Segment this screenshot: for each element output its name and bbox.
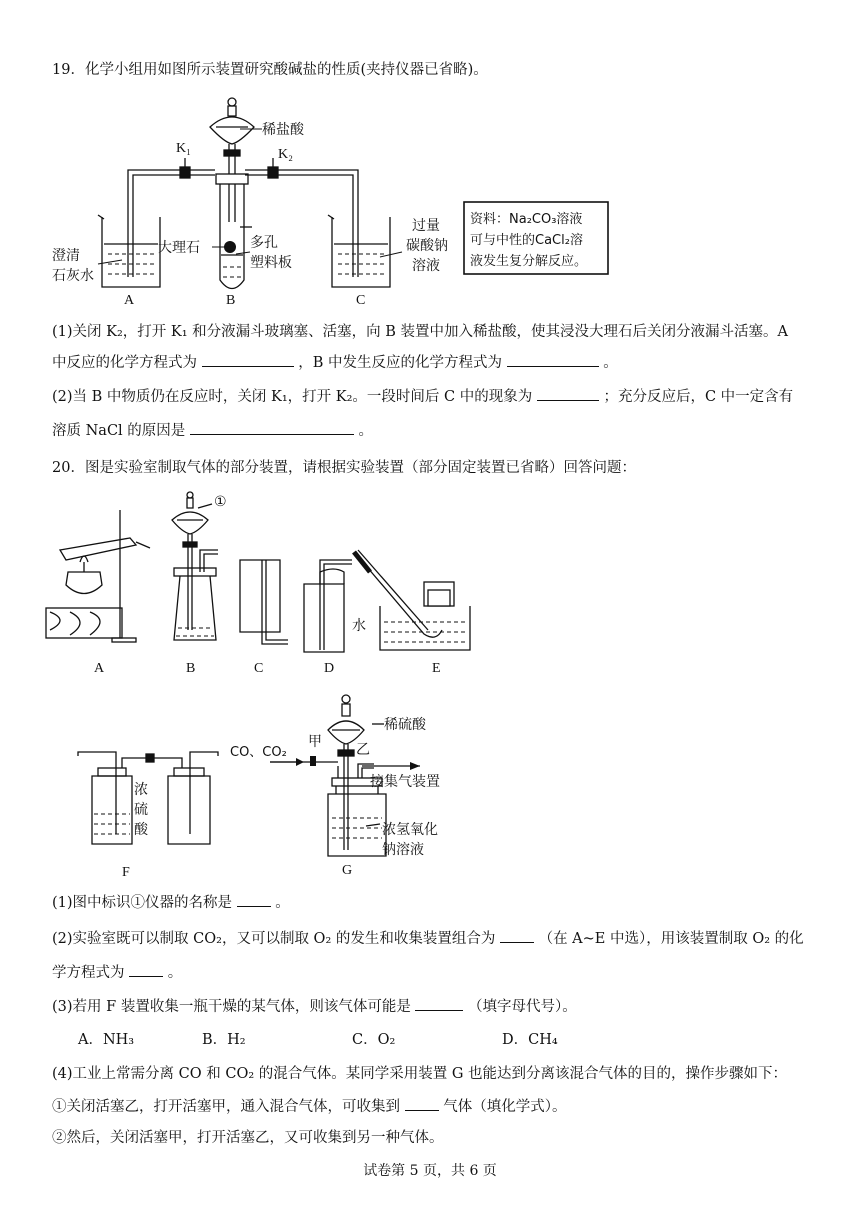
q20-option-a[interactable]: A．NH₃ bbox=[78, 1032, 135, 1048]
note-line-3: 液发生复分解反应。 bbox=[470, 254, 588, 269]
label-duokong-2: 塑料板 bbox=[250, 255, 292, 271]
label-chengqing-1: 澄清 bbox=[52, 248, 80, 264]
q20-part1 bbox=[52, 892, 290, 913]
note-line-1: 资料：Na₂CO₃溶液 bbox=[470, 212, 583, 227]
q19-blank-4[interactable] bbox=[190, 420, 354, 435]
label-k2: K₂ bbox=[278, 147, 293, 162]
q20-part1-end: 。 bbox=[275, 895, 290, 911]
q20-part2-text-a: (2)实验室既可以制取 CO₂，又可以制取 O₂ 的发生和收集装置组合为 bbox=[52, 931, 496, 947]
label-naoh-2: 钠溶液 bbox=[382, 842, 424, 858]
q20-blank-1[interactable] bbox=[237, 892, 271, 907]
label-guoliang-1: 过量 bbox=[412, 218, 440, 234]
q19-figure bbox=[40, 92, 630, 312]
label-shui: 水 bbox=[352, 618, 366, 634]
label-naoh-1: 浓氢氧化 bbox=[382, 822, 438, 838]
label-circle-1: ① bbox=[214, 494, 227, 510]
label-device-f: F bbox=[122, 865, 130, 880]
label-gas-in: CO、CO₂ bbox=[230, 745, 287, 760]
q20-part4-step2: ②然后，关闭活塞甲，打开活塞乙，又可收集到另一种气体。 bbox=[52, 1130, 444, 1146]
label-apparatus-a: A bbox=[124, 293, 135, 308]
q20-part2-line2 bbox=[52, 962, 182, 983]
label-jieji: 接集气装置 bbox=[370, 774, 440, 790]
q20-blank-2[interactable] bbox=[500, 928, 534, 943]
q19-part1-line2 bbox=[52, 352, 618, 373]
q19-part2-text-b: ；充分反应后，C 中一定含有 bbox=[603, 389, 794, 405]
label-guoliang-3: 溶液 bbox=[412, 258, 440, 274]
label-device-e: E bbox=[432, 661, 441, 676]
label-apparatus-c: C bbox=[356, 293, 366, 308]
label-k1: K₁ bbox=[176, 141, 191, 156]
label-suan: 酸 bbox=[134, 822, 148, 838]
q19-part1-line1: (1)关闭 K₂，打开 K₁ 和分液漏斗玻璃塞、活塞，向 B 装置中加入稀盐酸，使其浸没大理石后关闭分液漏斗活塞。A bbox=[52, 324, 788, 340]
q19-blank-3[interactable] bbox=[537, 386, 599, 401]
q20-part2-line1 bbox=[52, 928, 804, 949]
q19-part2-line2 bbox=[52, 420, 373, 441]
label-xiliusuan: 稀硫酸 bbox=[384, 717, 426, 733]
q20-part3 bbox=[52, 996, 577, 1017]
q20-part4: (4)工业上常需分离 CO 和 CO₂ 的混合气体。某同学采用装置 G 也能达到分离该混合气体的目的，操作步骤如下： bbox=[52, 1066, 788, 1082]
q20-stem: 20．图是实验室制取气体的部分装置，请根据实验装置（部分固定装置已省略）回答问题： bbox=[52, 460, 636, 476]
note-line-2: 可与中性的CaCl₂溶 bbox=[470, 233, 583, 248]
q20-blank-4[interactable] bbox=[415, 996, 463, 1011]
q20-option-d[interactable]: D．CH₄ bbox=[502, 1032, 558, 1048]
q20-figure-bottom bbox=[70, 684, 470, 884]
q19-part2-line1 bbox=[52, 386, 793, 407]
q20-part2-text-c: 学方程式为 bbox=[52, 965, 125, 981]
label-yi: 乙 bbox=[356, 742, 370, 758]
q20-step1-text-a: ①关闭活塞乙，打开活塞甲，通入混合气体，可收集到 bbox=[52, 1099, 400, 1115]
label-jia: 甲 bbox=[308, 734, 322, 750]
label-device-g: G bbox=[342, 863, 353, 878]
q19-part2-text-a: (2)当 B 中物质仍在反应时，关闭 K₁，打开 K₂。一段时间后 C 中的现象为 bbox=[52, 389, 533, 405]
q20-blank-3[interactable] bbox=[129, 962, 163, 977]
label-xiyansuan: 稀盐酸 bbox=[262, 122, 304, 138]
label-device-c: C bbox=[254, 661, 264, 676]
q20-figure-top bbox=[40, 490, 480, 680]
label-dalishi: 大理石 bbox=[158, 240, 200, 256]
page-footer: 试卷第 5 页，共 6 页 bbox=[363, 1163, 497, 1179]
q19-part1-text-b: ，B 中发生反应的化学方程式为 bbox=[298, 355, 502, 371]
label-device-a: A bbox=[94, 661, 105, 676]
q19-part2-text-d: 。 bbox=[358, 423, 374, 439]
q19-stem: 19．化学小组用如图所示装置研究酸碱盐的性质(夹持仪器已省略)。 bbox=[52, 62, 488, 78]
q19-part2-text-c: 溶质 NaCl 的原因是 bbox=[52, 423, 186, 439]
q20-part3-text-b: （填字母代号）。 bbox=[468, 999, 577, 1015]
q19-blank-2[interactable] bbox=[507, 352, 599, 367]
label-guoliang-2: 碳酸钠 bbox=[406, 238, 448, 254]
q20-part4-step1 bbox=[52, 1096, 566, 1117]
q20-part2-text-d: 。 bbox=[167, 965, 183, 981]
q20-option-c[interactable]: C．O₂ bbox=[352, 1032, 396, 1048]
label-device-d: D bbox=[324, 661, 335, 676]
q20-step1-text-b: 气体（填化学式）。 bbox=[443, 1099, 567, 1115]
q20-option-b[interactable]: B．H₂ bbox=[202, 1032, 246, 1048]
q20-part3-text-a: (3)若用 F 装置收集一瓶干燥的某气体，则该气体可能是 bbox=[52, 999, 411, 1015]
q19-part1-text-a: 中反应的化学方程式为 bbox=[52, 355, 197, 371]
q19-blank-1[interactable] bbox=[202, 352, 294, 367]
q20-part1-text: (1)图中标识①仪器的名称是 bbox=[52, 895, 233, 911]
label-apparatus-b: B bbox=[226, 293, 236, 308]
label-nong: 浓 bbox=[134, 782, 148, 798]
label-device-b: B bbox=[186, 661, 196, 676]
q20-part2-text-b: （在 A~E 中选），用该装置制取 O₂ 的化 bbox=[538, 931, 804, 947]
label-liu: 硫 bbox=[134, 802, 148, 818]
label-chengqing-2: 石灰水 bbox=[52, 268, 94, 284]
q19-part1-text-c: 。 bbox=[603, 355, 618, 371]
label-duokong-1: 多孔 bbox=[250, 235, 278, 251]
q20-blank-5[interactable] bbox=[405, 1096, 439, 1111]
